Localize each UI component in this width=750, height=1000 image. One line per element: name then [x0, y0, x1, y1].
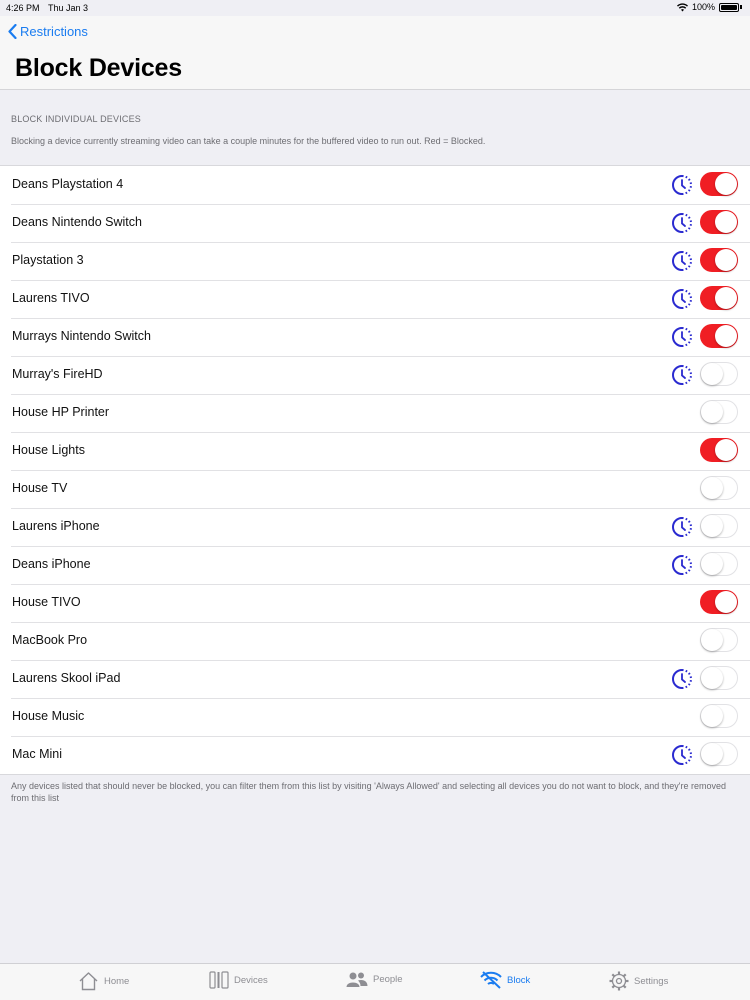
section-note: Blocking a device currently streaming video can take a couple minutes for the buffered video to run out. Red = Blocked. [11, 136, 486, 146]
status-right [677, 2, 742, 12]
block-toggle[interactable] [700, 552, 738, 576]
device-name: House HP Printer [12, 405, 110, 419]
schedule-clock-icon[interactable] [671, 326, 693, 348]
block-toggle[interactable] [700, 362, 738, 386]
toggle-knob [701, 705, 723, 727]
device-name: Murrays Nintendo Switch [12, 329, 151, 343]
tab-people[interactable] [346, 971, 403, 987]
device-name: Deans Playstation 4 [12, 177, 124, 191]
toggle-knob [701, 477, 723, 499]
block-toggle[interactable] [700, 742, 738, 766]
device-row [0, 166, 750, 204]
block-toggle[interactable] [700, 628, 738, 652]
tab-bar [0, 963, 750, 1000]
block-toggle[interactable] [700, 172, 738, 196]
navigation-bar [0, 16, 750, 90]
tab-people-label: People [373, 973, 403, 985]
wifi-signal-icon [677, 3, 688, 12]
device-row [0, 432, 750, 470]
block-toggle[interactable] [700, 438, 738, 462]
device-row [0, 546, 750, 584]
device-name: Playstation 3 [12, 253, 84, 267]
tab-home-label: Home [104, 975, 130, 987]
device-name: House Lights [12, 443, 85, 457]
device-list [0, 165, 750, 775]
schedule-clock-icon[interactable] [671, 516, 693, 538]
device-name: House Music [12, 709, 85, 723]
page-title: Block Devices [15, 54, 182, 82]
block-toggle[interactable] [700, 248, 738, 272]
tab-block-label: Block [507, 974, 531, 986]
wifi-block-icon [480, 971, 502, 989]
device-name: MacBook Pro [12, 633, 88, 647]
toggle-knob [701, 401, 723, 423]
tab-devices[interactable] [209, 971, 268, 989]
device-name: House TV [12, 481, 68, 495]
toggle-knob [715, 287, 737, 309]
block-toggle[interactable] [700, 324, 738, 348]
device-row [0, 242, 750, 280]
toggle-knob [701, 629, 723, 651]
tab-settings[interactable] [609, 971, 668, 991]
battery-icon [719, 3, 739, 12]
device-name: House TIVO [12, 595, 81, 609]
schedule-clock-icon[interactable] [671, 212, 693, 234]
device-row [0, 584, 750, 622]
block-toggle[interactable] [700, 704, 738, 728]
block-toggle[interactable] [700, 210, 738, 234]
toggle-knob [715, 325, 737, 347]
device-row [0, 318, 750, 356]
toggle-knob [701, 515, 723, 537]
schedule-clock-icon[interactable] [671, 744, 693, 766]
gear-icon [609, 971, 629, 991]
schedule-clock-icon[interactable] [671, 174, 693, 196]
toggle-knob [715, 591, 737, 613]
device-name: Laurens iPhone [12, 519, 100, 533]
toggle-knob [701, 363, 723, 385]
footer-note: Any devices listed that should never be blocked, you can filter them from this list by visiting 'Always Allowed' and selecting all devices you do not want to block, and they're removed from this list [11, 781, 727, 803]
tab-block[interactable] [480, 971, 530, 989]
back-button[interactable] [8, 24, 88, 39]
people-icon [346, 971, 368, 987]
device-name: Murray's FireHD [12, 367, 103, 381]
status-time: 4:26 PM [6, 3, 40, 13]
block-toggle[interactable] [700, 666, 738, 690]
schedule-clock-icon[interactable] [671, 554, 693, 576]
device-row [0, 394, 750, 432]
toggle-knob [701, 553, 723, 575]
section-header: BLOCK INDIVIDUAL DEVICES [11, 114, 142, 124]
status-date: Thu Jan 3 [48, 3, 89, 13]
device-row [0, 356, 750, 394]
battery-percent: 100% [691, 2, 715, 12]
toggle-knob [715, 173, 737, 195]
schedule-clock-icon[interactable] [671, 250, 693, 272]
block-toggle[interactable] [700, 286, 738, 310]
device-row [0, 736, 750, 774]
back-button-label: Restrictions [20, 24, 88, 39]
device-name: Mac Mini [12, 747, 63, 761]
chevron-left-icon [8, 24, 17, 39]
schedule-clock-icon[interactable] [671, 668, 693, 690]
house-icon [78, 971, 99, 991]
toggle-knob [701, 667, 723, 689]
device-row [0, 660, 750, 698]
battery-tip [740, 5, 742, 9]
device-row [0, 204, 750, 242]
device-name: Laurens TIVO [12, 291, 90, 305]
block-toggle[interactable] [700, 400, 738, 424]
schedule-clock-icon[interactable] [671, 364, 693, 386]
toggle-knob [715, 211, 737, 233]
tab-devices-label: Devices [234, 974, 268, 986]
devices-icon [209, 971, 229, 989]
status-bar [0, 0, 750, 16]
device-row [0, 508, 750, 546]
device-row [0, 280, 750, 318]
block-toggle[interactable] [700, 514, 738, 538]
schedule-clock-icon[interactable] [671, 288, 693, 310]
device-name: Laurens Skool iPad [12, 671, 121, 685]
device-row [0, 698, 750, 736]
toggle-knob [715, 249, 737, 271]
block-toggle[interactable] [700, 476, 738, 500]
device-name: Deans Nintendo Switch [12, 215, 142, 229]
device-row [0, 470, 750, 508]
tab-settings-label: Settings [634, 975, 669, 987]
block-toggle[interactable] [700, 590, 738, 614]
toggle-knob [701, 743, 723, 765]
device-name: Deans iPhone [12, 557, 91, 571]
device-row [0, 622, 750, 660]
tab-home[interactable] [78, 971, 129, 991]
toggle-knob [715, 439, 737, 461]
